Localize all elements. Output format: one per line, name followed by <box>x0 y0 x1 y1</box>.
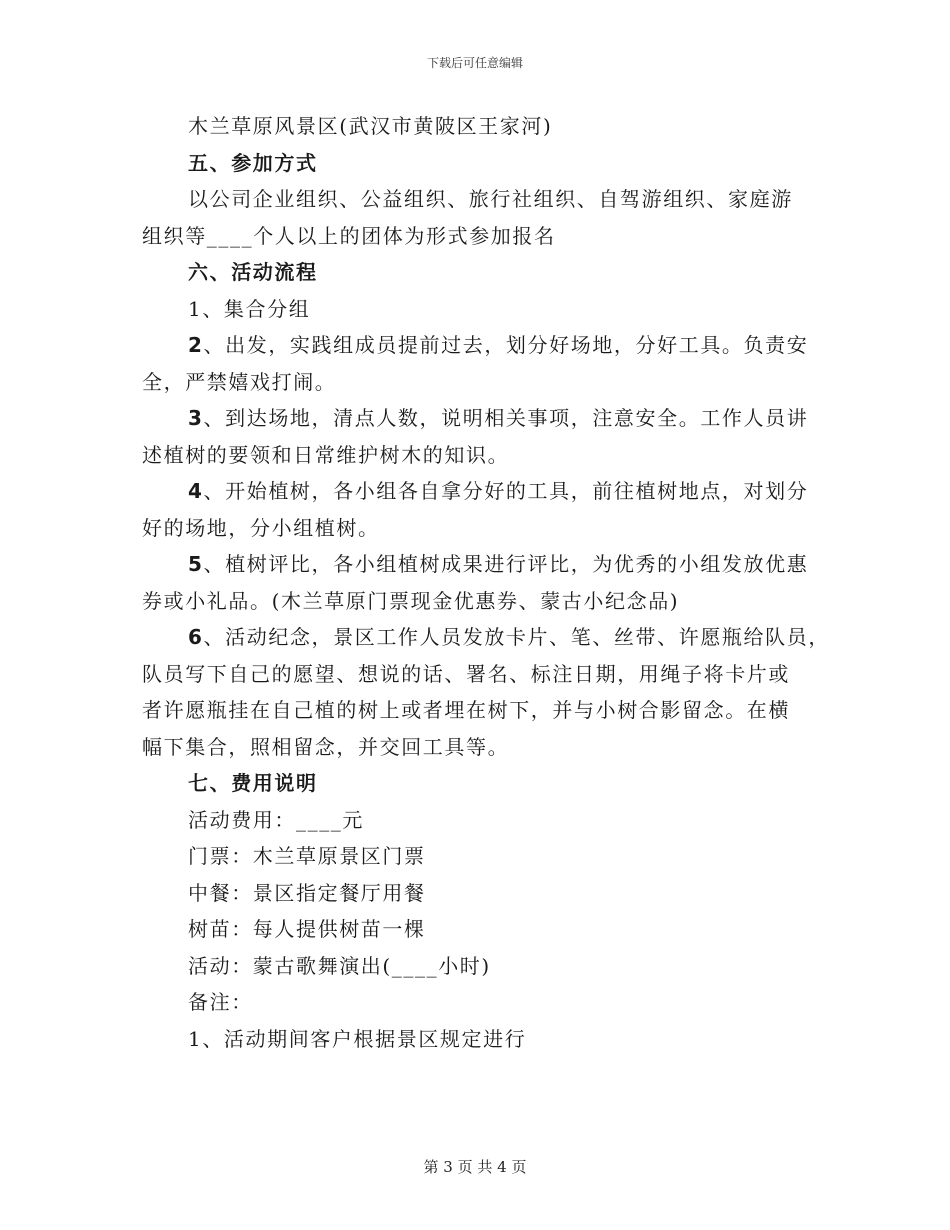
list-number: 5 <box>188 552 204 576</box>
page-header: 下载后可任意编辑 <box>426 56 523 70</box>
list-item <box>142 473 822 510</box>
list-item-text: 、出发，实践组成员提前过去，划分好场地，分好工具。负责安 <box>203 333 809 357</box>
list-item <box>142 327 822 364</box>
document-body <box>142 108 830 1057</box>
paragraph-line: 幅下集合，照相留念，并交回工具等。 <box>142 734 510 759</box>
fee-item: 树苗：每人提供树苗一棵 <box>188 917 426 941</box>
fee-item: 门票：木兰草原景区门票 <box>188 844 426 868</box>
paragraph-line: 述植树的要领和日常维护树木的知识。 <box>142 442 510 467</box>
list-item <box>142 400 822 437</box>
list-item-text: 、活动纪念，景区工作人员发放卡片、笔、丝带、许愿瓶给队员， <box>203 625 830 649</box>
list-item-text: 、植树评比，各小组植树成果进行评比，为优秀的小组发放优惠 <box>203 552 809 576</box>
list-number: 2 <box>188 333 204 357</box>
paragraph-line: 木兰草原风景区(武汉市黄陂区王家河) <box>188 114 553 138</box>
section-heading-participation: 五、参加方式 <box>188 150 318 175</box>
list-item <box>142 546 822 583</box>
paragraph-line: 队员写下自己的愿望、想说的话、署名、标注日期，用绳子将卡片或 <box>142 661 790 686</box>
page-footer: 第 3 页 共 4 页 <box>423 1158 527 1176</box>
list-number: 6 <box>188 625 204 649</box>
paragraph-line: 全，严禁嬉戏打闹。 <box>142 369 337 394</box>
section-heading-process: 六、活动流程 <box>188 260 318 284</box>
list-item: 1、活动期间客户根据景区规定进行 <box>188 1026 527 1051</box>
fee-item: 活动：蒙古歌舞演出(____小时) <box>188 953 491 978</box>
section-heading-fees: 七、费用说明 <box>188 771 318 795</box>
list-item-text: 、到达场地，清点人数，说明相关事项，注意安全。工作人员讲 <box>203 406 809 430</box>
fee-item: 中餐：景区指定餐厅用餐 <box>188 880 426 905</box>
fee-item: 活动费用：____元 <box>188 807 364 832</box>
list-item <box>142 619 830 656</box>
remarks-label: 备注： <box>188 990 253 1014</box>
paragraph-line: 者许愿瓶挂在自己植的树上或者埋在树下，并与小树合影留念。在横 <box>142 698 790 722</box>
paragraph-line: 好的场地，分小组植树。 <box>142 515 380 540</box>
list-number: 4 <box>188 479 204 503</box>
paragraph-line: 以公司企业组织、公益组织、旅行社组织、自驾游组织、家庭游 <box>188 187 793 211</box>
list-item: 1、集合分组 <box>188 296 311 321</box>
paragraph-line: 组织等____个人以上的团体为形式参加报名 <box>142 223 556 248</box>
paragraph-line: 券或小礼品。(木兰草原门票现金优惠券、蒙古小纪念品) <box>142 588 680 613</box>
list-item-text: 、开始植树，各小组各自拿分好的工具，前往植树地点，对划分 <box>203 479 809 503</box>
list-number: 3 <box>188 406 204 430</box>
